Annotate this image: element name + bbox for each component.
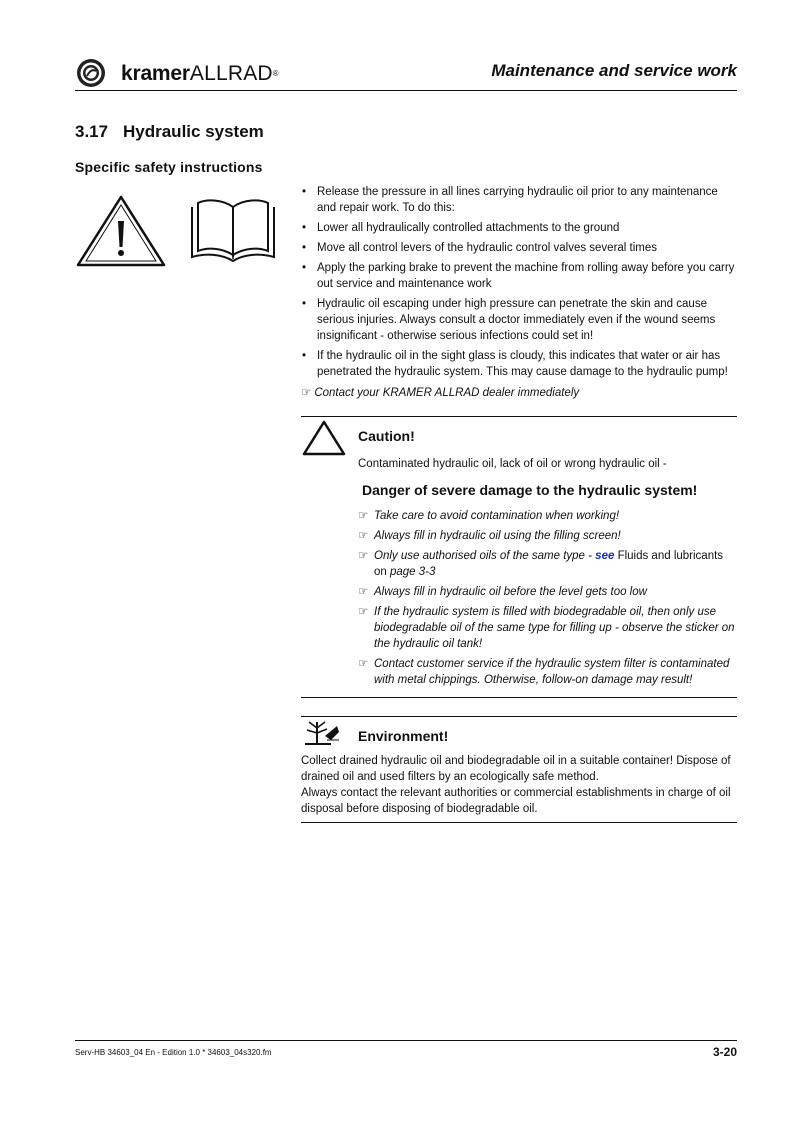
- brand-light: ALLRAD: [189, 62, 273, 85]
- list-item: • Hydraulic oil escaping under high pressure can penetrate the skin and cause serious injuries. Always consult a doctor immediately even if the wound seems insignificant - otherwise serious infections could set in!: [301, 296, 737, 344]
- list-item: • Lower all hydraulically controlled attachments to the ground: [301, 220, 737, 236]
- contact-dealer-note: [301, 385, 579, 399]
- environment-paragraph: Collect drained hydraulic oil and biodegradable oil in a suitable container! Dispose of drained oil and used filters by an ecologically safe method.: [301, 755, 731, 783]
- list-item: [358, 584, 738, 600]
- list-item: • Move all control levers of the hydraulic control valves several times: [301, 240, 737, 256]
- header-divider: [75, 90, 737, 91]
- environment-divider-top: [301, 716, 737, 717]
- page-number: 3-20: [712, 1045, 737, 1059]
- caution-item-text: Contact customer service if the hydraulic system filter is contaminated with metal chippings. Otherwise, follow-on damage may result!: [374, 658, 730, 686]
- environment-text: [301, 753, 737, 817]
- list-item: • Apply the parking brake to prevent the machine from rolling away before you carry out service and maintenance work: [301, 260, 737, 292]
- list-item: [358, 508, 738, 524]
- subsection-title: Specific safety instructions: [75, 159, 263, 175]
- contact-dealer-text: Contact your KRAMER ALLRAD dealer immediately: [314, 387, 580, 399]
- section-title-text: Hydraulic system: [123, 122, 264, 141]
- caution-item-text: Only use authorised oils of the same type -: [374, 550, 596, 562]
- list-item: [358, 604, 738, 652]
- caution-item-text: If the hydraulic system is filled with biodegradable oil, then only use biodegradable oil of the same type for filling up - observe the sticker on the hydraulic oil tank!: [374, 606, 735, 650]
- environment-divider-bottom: [301, 822, 737, 823]
- cross-reference-page: page 3-3: [390, 566, 436, 578]
- caution-divider-top: [301, 416, 737, 417]
- header-title: Maintenance and service work: [491, 61, 737, 80]
- pointing-hand-icon: ☞: [358, 606, 369, 618]
- pointing-hand-icon: ☞: [358, 550, 369, 562]
- list-item: [358, 548, 738, 580]
- cross-reference-link[interactable]: Fluids and lubricants on: [374, 550, 724, 578]
- pointing-hand-icon: ☞: [358, 530, 369, 542]
- caution-heading: Caution!: [358, 428, 415, 444]
- caution-list: [358, 508, 738, 692]
- brand-bold: kramer: [121, 62, 190, 85]
- pointing-hand-icon: ☞: [301, 387, 312, 399]
- section-title: [75, 122, 264, 142]
- environment-paragraph: Always contact the relevant authorities or commercial establishments in charge of oil disposal before disposing of biodegradable oil.: [301, 787, 731, 815]
- warning-triangle-icon: [76, 195, 166, 267]
- footer-document-info: Serv-HB 34603_04 En - Edition 1.0 * 34603_04s320.fm: [75, 1048, 272, 1057]
- open-book-icon: [188, 193, 278, 263]
- caution-triangle-icon: [302, 420, 346, 456]
- brand-name: [121, 62, 278, 86]
- caution-text: Contaminated hydraulic oil, lack of oil or wrong hydraulic oil -: [358, 458, 667, 470]
- list-item: • Release the pressure in all lines carrying hydraulic oil prior to any maintenance and repair work. To do this:: [301, 184, 737, 216]
- safety-instructions-list: [301, 184, 737, 384]
- pointing-hand-icon: ☞: [358, 658, 369, 670]
- caution-item-text: Always fill in hydraulic oil before the level gets too low: [374, 586, 647, 598]
- see-link[interactable]: see: [595, 550, 615, 562]
- list-item: [358, 528, 738, 544]
- footer-divider: [75, 1040, 737, 1041]
- pointing-hand-icon: ☞: [358, 510, 369, 522]
- list-item: [358, 656, 738, 688]
- caution-item-text: Take care to avoid contamination when working!: [374, 510, 620, 522]
- brand-registered-mark: ®: [272, 69, 279, 78]
- kramer-logo-icon: [76, 58, 106, 88]
- environment-tree-icon: [303, 718, 343, 748]
- section-number: 3.17: [75, 122, 109, 141]
- environment-heading: Environment!: [358, 728, 449, 744]
- caution-divider-bottom: [301, 697, 737, 698]
- pointing-hand-icon: ☞: [358, 586, 369, 598]
- list-item: • If the hydraulic oil in the sight glass is cloudy, this indicates that water or air has penetrated the hydraulic system. This may cause damage to the hydraulic pump!: [301, 348, 737, 380]
- caution-item-text: Always fill in hydraulic oil using the filling screen!: [374, 530, 621, 542]
- danger-heading: Danger of severe damage to the hydraulic system!: [362, 482, 698, 498]
